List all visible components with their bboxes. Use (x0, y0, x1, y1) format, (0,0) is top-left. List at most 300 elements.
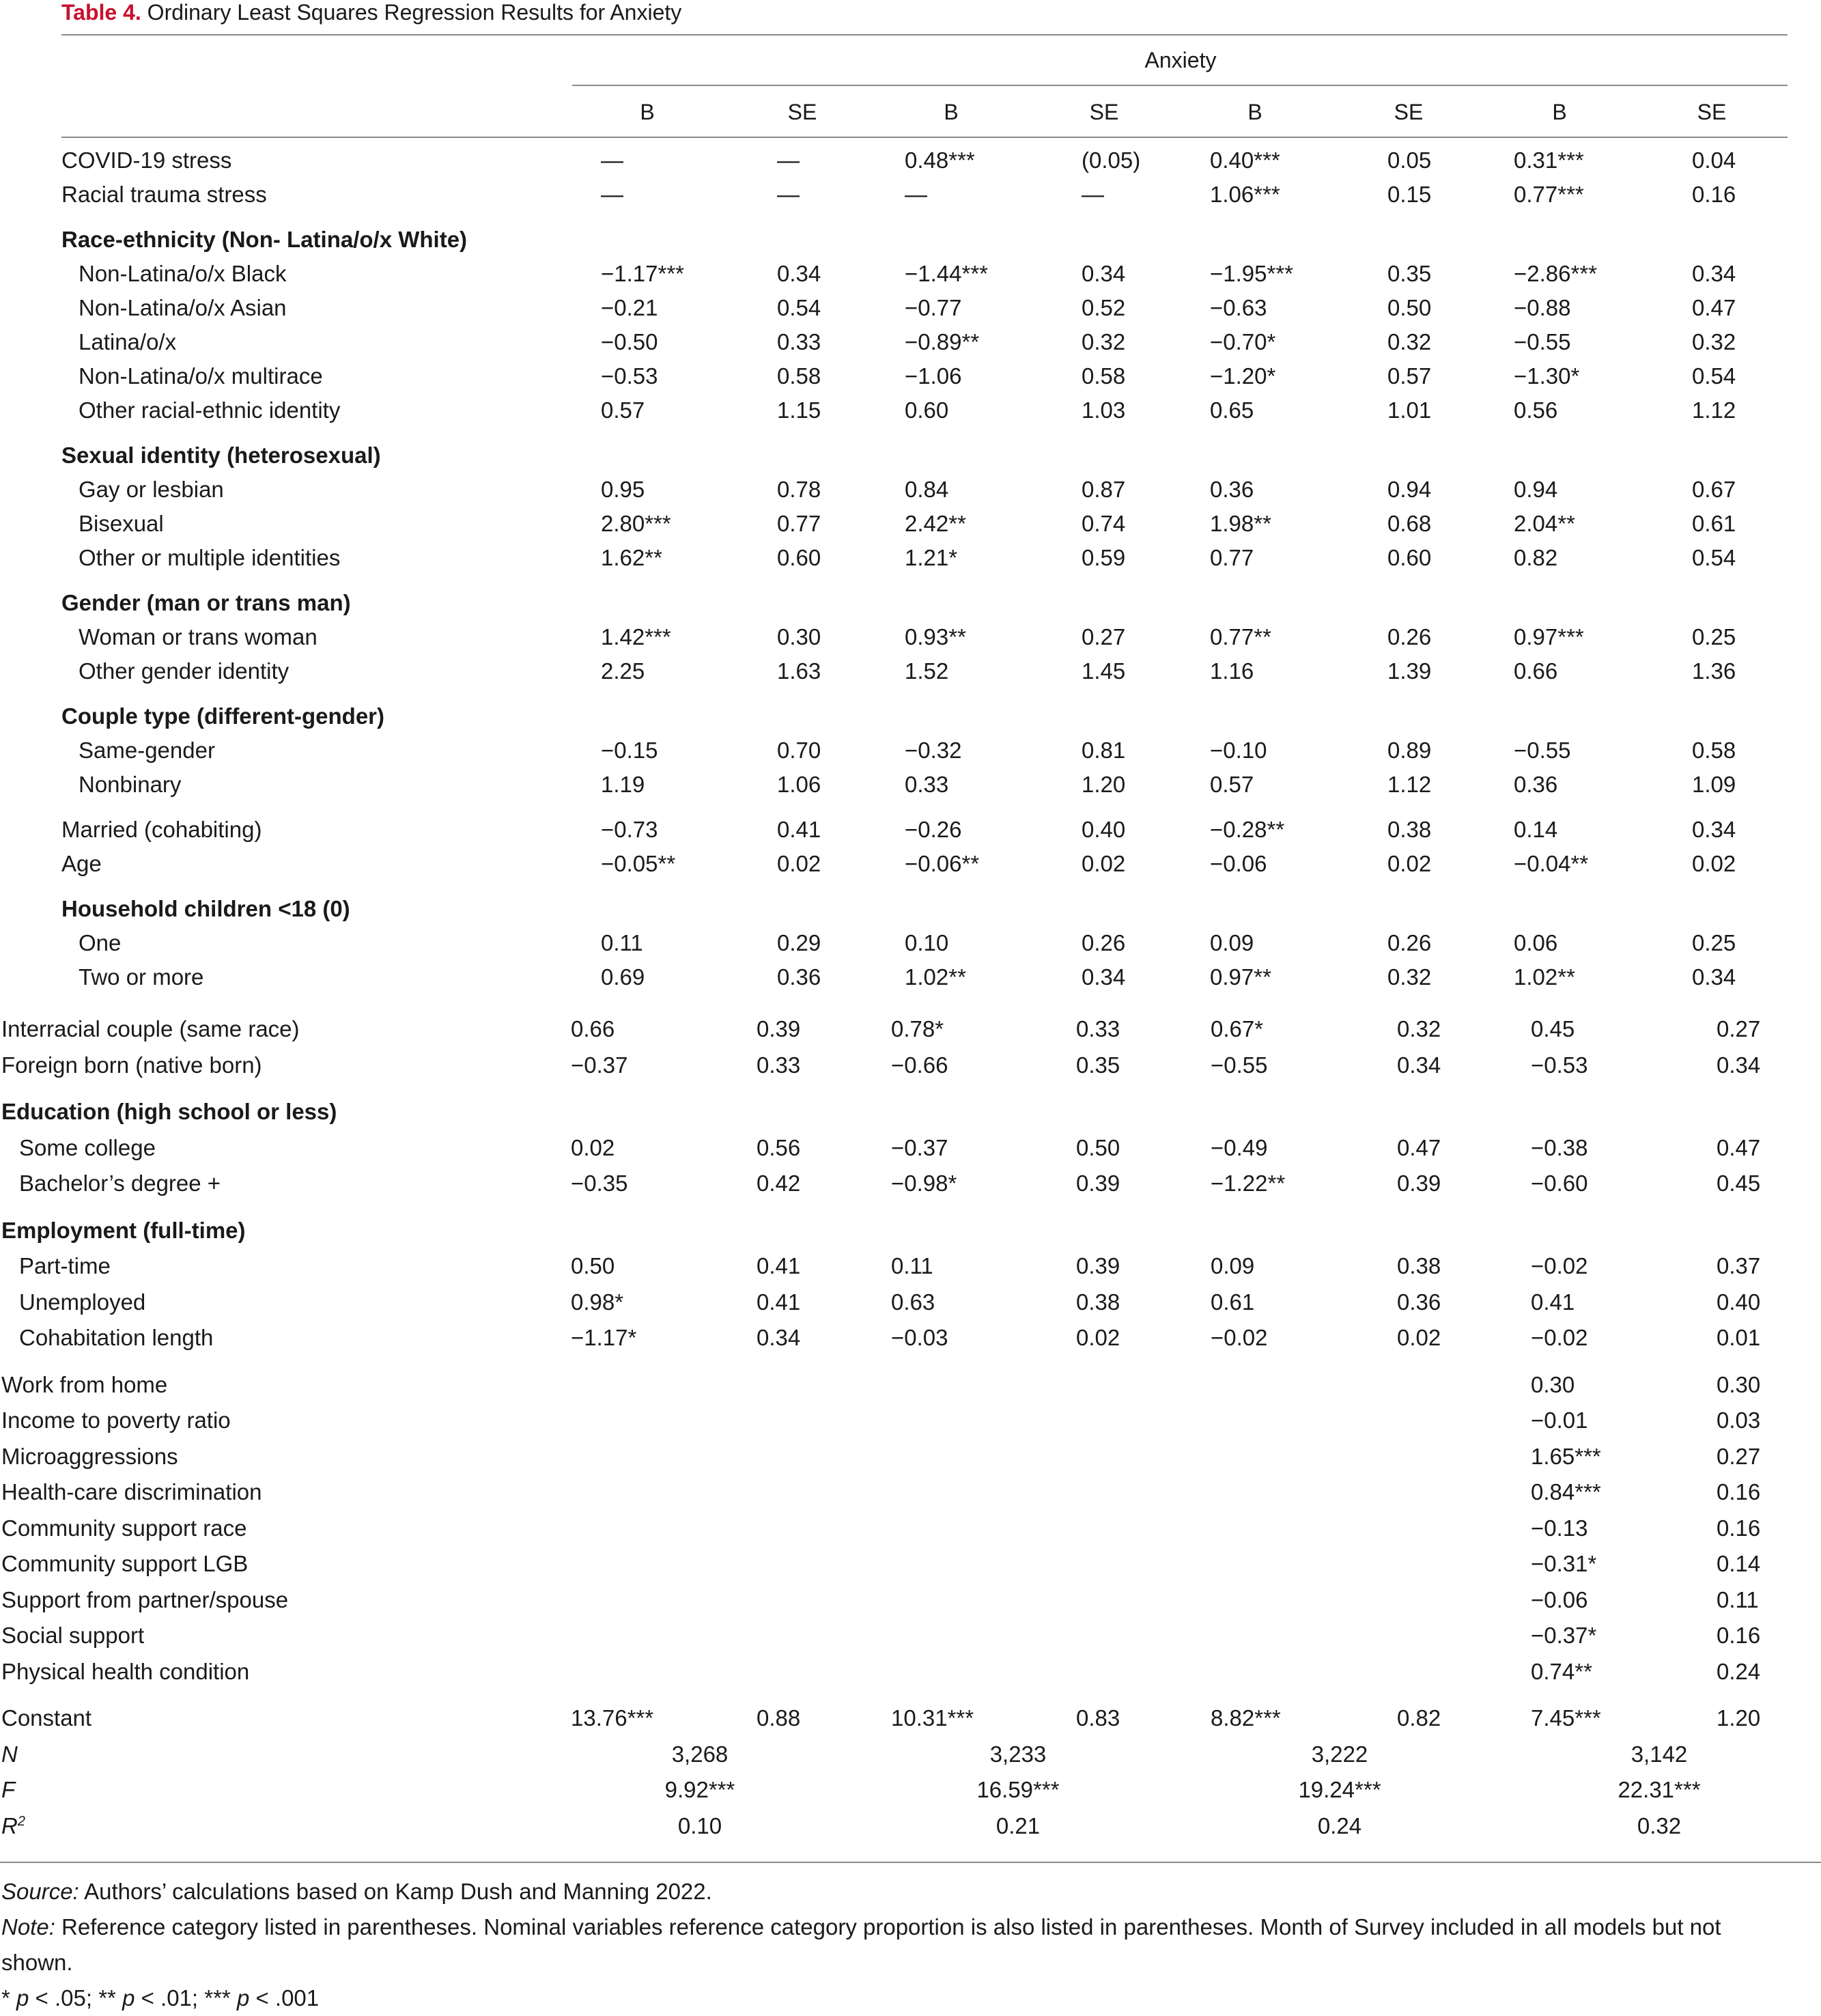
coef-cell: 0.36 (1210, 477, 1254, 502)
table-row (0, 545, 1821, 579)
table-row (0, 261, 1821, 295)
sig-part: p (16, 1985, 29, 2011)
table-row (0, 1515, 1821, 1550)
se-cell: 1.39 (1387, 658, 1432, 684)
coef-cell: 0.93** (905, 624, 966, 649)
se-cell: 0.32 (1082, 329, 1126, 354)
footnotes (1, 1874, 1797, 2016)
se-cell: 0.32 (1387, 329, 1432, 354)
significance-note (1, 1980, 1797, 2016)
se-cell: 0.34 (1717, 1052, 1761, 1078)
se-cell: 0.25 (1692, 930, 1736, 955)
coef-cell: 0.11 (601, 930, 643, 955)
coef-cell: 0.09 (1210, 930, 1254, 955)
table-row (0, 1016, 1821, 1050)
coef-cell: −1.17* (571, 1325, 637, 1350)
coef-cell: 2.25 (601, 658, 645, 684)
se-cell: 0.77 (777, 511, 821, 536)
se-cell: 0.52 (1082, 295, 1126, 320)
coef-cell: 0.06 (1514, 930, 1558, 955)
se-cell: 0.30 (777, 624, 821, 649)
se-cell: 0.39 (1076, 1171, 1120, 1196)
coef-cell: −0.01 (1531, 1408, 1588, 1433)
source-text: Authors’ calculations based on Kamp Dush and Manning 2022. (84, 1879, 712, 1904)
column-header: B (640, 100, 655, 124)
coef-cell: — (601, 148, 623, 173)
row-label: Other gender identity (79, 658, 290, 684)
table-row (0, 930, 1821, 964)
se-cell: 0.41 (757, 1289, 801, 1315)
table-caption (61, 0, 681, 25)
table-row (0, 1444, 1821, 1478)
note-label: Note: (1, 1914, 55, 1940)
group-heading: Gender (man or trans man) (61, 590, 351, 615)
top-rule (61, 34, 1788, 36)
coef-cell: 0.84 (905, 477, 949, 502)
coef-cell: 0.66 (571, 1016, 615, 1041)
table-row (0, 1623, 1821, 1657)
table-row (0, 1705, 1821, 1739)
se-cell: 0.32 (1692, 329, 1736, 354)
row-label: Cohabitation length (19, 1325, 214, 1350)
se-cell: 0.37 (1717, 1253, 1761, 1278)
row-label: Microaggressions (1, 1443, 178, 1469)
se-cell: 0.82 (1397, 1705, 1441, 1731)
coef-cell: 0.11 (891, 1253, 933, 1278)
row-label: Racial trauma stress (61, 182, 267, 207)
se-cell: 0.35 (1387, 261, 1432, 286)
table-row (0, 182, 1821, 216)
coef-cell: −0.73 (601, 817, 658, 842)
se-cell: 0.27 (1717, 1443, 1761, 1469)
coef-cell: −1.17*** (601, 261, 685, 286)
se-cell: 0.58 (1082, 363, 1126, 389)
coef-cell: −0.13 (1531, 1515, 1588, 1541)
row-label: Community support LGB (1, 1551, 249, 1576)
stat-label (1, 1777, 15, 1803)
coef-cell: 0.78* (891, 1016, 944, 1041)
coef-cell: −0.88 (1514, 295, 1571, 320)
table-row (0, 443, 1821, 477)
se-cell: 0.27 (1082, 624, 1126, 649)
se-cell: 0.16 (1717, 1479, 1761, 1504)
se-cell: 0.04 (1692, 148, 1736, 173)
se-cell: 0.32 (1387, 964, 1432, 990)
coef-cell: −0.37 (571, 1052, 628, 1078)
se-cell: 0.41 (777, 817, 821, 842)
table-row (0, 1099, 1821, 1133)
coef-cell: 1.21* (905, 545, 958, 570)
row-label: Two or more (79, 964, 204, 990)
coef-cell: −0.98* (891, 1171, 957, 1196)
se-cell: 0.47 (1397, 1134, 1441, 1160)
table-row (0, 1408, 1821, 1442)
se-cell: 0.50 (1076, 1134, 1120, 1160)
row-label: Work from home (1, 1371, 168, 1397)
coef-cell: 0.95 (601, 477, 645, 502)
row-label: Nonbinary (79, 772, 182, 797)
se-cell: 0.42 (757, 1171, 801, 1196)
coef-cell: 1.02** (905, 964, 966, 990)
row-label: Foreign born (native born) (1, 1052, 262, 1078)
stat-label (1, 1741, 18, 1767)
column-header: B (1247, 100, 1262, 124)
coef-cell: −0.02 (1531, 1325, 1588, 1350)
coef-cell: −0.37 (891, 1134, 948, 1160)
se-cell: 0.16 (1717, 1515, 1761, 1541)
table-row (0, 964, 1821, 998)
coef-cell: −0.06 (1531, 1586, 1588, 1612)
se-cell: 0.03 (1717, 1408, 1761, 1433)
se-cell: 0.88 (757, 1705, 801, 1731)
stat-row (0, 1813, 1821, 1847)
group-heading: Couple type (different-gender) (61, 703, 385, 729)
stat-label-text: N (1, 1741, 18, 1767)
row-label: Community support race (1, 1515, 247, 1541)
coef-cell: −0.49 (1211, 1134, 1268, 1160)
coef-cell: 2.42** (905, 511, 966, 536)
coef-cell: 0.36 (1514, 772, 1558, 797)
coef-cell: 13.76*** (571, 1705, 654, 1731)
se-cell: 0.02 (1082, 851, 1126, 876)
se-cell: 0.05 (1387, 148, 1432, 173)
se-cell: 0.11 (1717, 1586, 1759, 1612)
coef-cell: −1.22** (1211, 1171, 1286, 1196)
se-cell: 1.06 (777, 772, 821, 797)
coef-cell: −0.15 (601, 738, 658, 763)
sig-part: < .001 (249, 1985, 320, 2011)
coef-cell: −0.31* (1531, 1551, 1597, 1576)
se-cell: 0.54 (777, 295, 821, 320)
se-cell: 0.02 (1692, 851, 1736, 876)
coef-cell: 0.31*** (1514, 148, 1584, 173)
coef-cell: −0.06** (905, 851, 980, 876)
table-row (0, 1325, 1821, 1359)
coef-cell: 1.06*** (1210, 182, 1280, 207)
coef-cell: 0.57 (1210, 772, 1254, 797)
coef-cell: 7.45*** (1531, 1705, 1601, 1731)
se-cell: 1.20 (1082, 772, 1126, 797)
row-label: Other racial-ethnic identity (79, 397, 341, 423)
table-row (0, 1135, 1821, 1169)
se-cell: 0.81 (1082, 738, 1126, 763)
se-cell: 0.54 (1692, 545, 1736, 570)
coef-cell: −0.89** (905, 329, 980, 354)
coef-cell: −0.21 (601, 295, 658, 320)
coef-cell: 0.77*** (1514, 182, 1584, 207)
column-header: SE (1089, 100, 1119, 124)
table-row (0, 1253, 1821, 1287)
stat-row (0, 1777, 1821, 1811)
coef-cell: −0.28** (1210, 817, 1285, 842)
se-cell: 0.60 (1387, 545, 1432, 570)
coef-cell: −0.06 (1210, 851, 1267, 876)
coef-cell: 2.80*** (601, 511, 671, 536)
table-row (0, 227, 1821, 261)
table-row (0, 363, 1821, 397)
coef-cell: −1.30* (1514, 363, 1580, 389)
se-cell: 0.36 (777, 964, 821, 990)
coef-cell: 0.97*** (1514, 624, 1584, 649)
coef-cell: 0.65 (1210, 397, 1254, 423)
row-label: Other or multiple identities (79, 545, 341, 570)
row-label: Bisexual (79, 511, 164, 536)
row-label: Unemployed (19, 1289, 146, 1315)
se-cell: 0.34 (1397, 1052, 1441, 1078)
coef-cell: −0.38 (1531, 1134, 1588, 1160)
column-header: SE (1697, 100, 1727, 124)
coef-cell: 0.98* (571, 1289, 624, 1315)
se-cell: 0.34 (1082, 261, 1126, 286)
se-cell: 0.26 (1082, 930, 1126, 955)
coef-cell: −0.66 (891, 1052, 948, 1078)
se-cell: 0.34 (1692, 817, 1736, 842)
stat-cell: 3,222 (1311, 1741, 1368, 1767)
row-label: Bachelor’s degree + (19, 1171, 221, 1196)
se-cell: 0.58 (1692, 738, 1736, 763)
coef-cell: −0.50 (601, 329, 658, 354)
se-cell: 0.32 (1397, 1016, 1441, 1041)
sig-part: p (236, 1985, 250, 2011)
table-number: Table 4. (61, 0, 141, 25)
coef-cell: 0.84*** (1531, 1479, 1601, 1504)
coef-cell: 1.42*** (601, 624, 671, 649)
se-cell: 0.24 (1717, 1658, 1761, 1684)
se-cell: 0.57 (1387, 363, 1432, 389)
se-cell: 0.45 (1717, 1171, 1761, 1196)
table-row (0, 329, 1821, 363)
table-row (0, 1551, 1821, 1585)
coef-cell: −0.05** (601, 851, 676, 876)
row-label: Physical health condition (1, 1658, 250, 1684)
coef-cell: 8.82*** (1211, 1705, 1281, 1731)
table-row (0, 1659, 1821, 1693)
table-row (0, 851, 1821, 885)
se-cell: 0.26 (1387, 930, 1432, 955)
se-cell: 0.59 (1082, 545, 1126, 570)
se-cell: 1.12 (1692, 397, 1736, 423)
se-cell: 0.56 (757, 1134, 801, 1160)
source-label: Source: (1, 1879, 79, 1904)
se-cell: 0.68 (1387, 511, 1432, 536)
se-cell: 0.36 (1397, 1289, 1441, 1315)
coef-cell: −2.86*** (1514, 261, 1598, 286)
se-cell: 0.15 (1387, 182, 1432, 207)
coef-cell: — (601, 182, 623, 207)
coef-cell: −0.53 (601, 363, 658, 389)
se-cell: 0.78 (777, 477, 821, 502)
se-cell: 0.61 (1692, 511, 1736, 536)
row-label: Age (61, 851, 102, 876)
coef-cell: 2.04** (1514, 511, 1575, 536)
table-row (0, 772, 1821, 806)
se-cell: 0.38 (1397, 1253, 1441, 1278)
se-cell: 0.94 (1387, 477, 1432, 502)
se-cell: 1.63 (777, 658, 821, 684)
stat-label (1, 1813, 25, 1839)
table-row (0, 896, 1821, 930)
sig-part: p (122, 1985, 135, 2011)
coef-cell: −0.02 (1211, 1325, 1268, 1350)
row-label: Interracial couple (same race) (1, 1016, 300, 1041)
coef-cell: — (905, 182, 927, 207)
coef-cell: −0.55 (1514, 738, 1571, 763)
se-cell: — (1082, 182, 1104, 207)
table-row (0, 658, 1821, 692)
coef-cell: 0.94 (1514, 477, 1558, 502)
coef-cell: 0.97** (1210, 964, 1271, 990)
coef-cell: 0.82 (1514, 545, 1558, 570)
se-cell: 0.39 (1076, 1253, 1120, 1278)
se-cell: 0.01 (1717, 1325, 1761, 1350)
se-cell: 0.39 (757, 1016, 801, 1041)
coef-cell: −0.53 (1531, 1052, 1588, 1078)
sig-part: < .05; ** (29, 1985, 123, 2011)
se-cell: 1.03 (1082, 397, 1126, 423)
table-row (0, 1587, 1821, 1621)
se-cell: 0.34 (1692, 964, 1736, 990)
se-cell: 0.02 (1387, 851, 1432, 876)
row-label: Social support (1, 1623, 145, 1648)
se-cell: 0.35 (1076, 1052, 1120, 1078)
se-cell: 0.34 (1082, 964, 1126, 990)
coef-cell: 0.69 (601, 964, 645, 990)
group-heading: Employment (full-time) (1, 1217, 246, 1243)
coef-cell: 0.50 (571, 1253, 615, 1278)
se-cell: 0.54 (1692, 363, 1736, 389)
coef-cell: 0.56 (1514, 397, 1558, 423)
row-label: Some college (19, 1134, 156, 1160)
coef-cell: −0.37* (1531, 1623, 1597, 1648)
column-group-header: Anxiety (1144, 48, 1217, 72)
se-cell: 0.87 (1082, 477, 1126, 502)
se-cell: 0.83 (1076, 1705, 1120, 1731)
table-row (0, 1171, 1821, 1205)
coef-cell: −1.20* (1210, 363, 1276, 389)
coef-cell: −0.10 (1210, 738, 1267, 763)
stat-cell: 3,233 (989, 1741, 1047, 1767)
coef-cell: 0.67* (1211, 1016, 1264, 1041)
stat-cell: 16.59*** (976, 1777, 1060, 1802)
stat-label-text: F (1, 1777, 16, 1802)
row-label: Gay or lesbian (79, 477, 224, 502)
row-label: Non-Latina/o/x Black (79, 261, 287, 286)
coef-cell: 0.74** (1531, 1658, 1592, 1684)
coef-cell: 1.62** (601, 545, 662, 570)
coef-cell: −1.44*** (905, 261, 989, 286)
group-rule (572, 85, 1788, 86)
coef-cell: 1.02** (1514, 964, 1575, 990)
se-cell: 0.50 (1387, 295, 1432, 320)
sig-part: < .01; *** (135, 1985, 237, 2011)
se-cell: 0.34 (757, 1325, 801, 1350)
coef-cell: −1.06 (905, 363, 962, 389)
stat-label-text: R (1, 1812, 18, 1838)
se-cell: 0.74 (1082, 511, 1126, 536)
row-label: Non-Latina/o/x multirace (79, 363, 323, 389)
se-cell: 0.16 (1717, 1623, 1761, 1648)
coef-cell: 0.63 (891, 1289, 935, 1315)
group-heading: Race-ethnicity (Non- Latina/o/x White) (61, 227, 468, 252)
se-cell: 0.29 (777, 930, 821, 955)
se-cell: 0.47 (1717, 1134, 1761, 1160)
column-header: SE (1394, 100, 1424, 124)
coef-cell: 0.66 (1514, 658, 1558, 684)
se-cell: 0.33 (777, 329, 821, 354)
stat-cell: 3,268 (671, 1741, 729, 1767)
coef-cell: −0.35 (571, 1171, 628, 1196)
coef-cell: 10.31*** (891, 1705, 974, 1731)
se-cell: 0.58 (777, 363, 821, 389)
coef-cell: 0.09 (1211, 1253, 1255, 1278)
se-cell: 0.02 (777, 851, 821, 876)
coef-cell: 0.30 (1531, 1371, 1575, 1397)
coef-cell: −0.55 (1211, 1052, 1268, 1078)
se-cell: 0.40 (1717, 1289, 1761, 1315)
se-cell: 0.26 (1387, 624, 1432, 649)
group-heading: Sexual identity (heterosexual) (61, 443, 381, 468)
table-row (0, 1372, 1821, 1406)
table-row (0, 624, 1821, 658)
row-label: Health-care discrimination (1, 1479, 262, 1504)
se-cell: 0.39 (1397, 1171, 1441, 1196)
row-label: Non-Latina/o/x Asian (79, 295, 287, 320)
group-heading: Education (high school or less) (1, 1099, 337, 1124)
row-label: Married (cohabiting) (61, 817, 262, 842)
column-header: B (944, 100, 959, 124)
coef-cell: 0.02 (571, 1134, 615, 1160)
stat-cell: 0.10 (677, 1812, 722, 1838)
row-label: Woman or trans woman (79, 624, 317, 649)
se-cell: — (777, 182, 800, 207)
table-row (0, 1289, 1821, 1324)
se-cell: 1.15 (777, 397, 821, 423)
row-label: COVID-19 stress (61, 148, 232, 173)
general-note (1, 1909, 1797, 1980)
se-cell: 0.34 (1692, 261, 1736, 286)
stat-cell: 22.31*** (1618, 1777, 1701, 1802)
table-row (0, 1479, 1821, 1513)
se-cell: 0.38 (1076, 1289, 1120, 1315)
column-header: SE (787, 100, 817, 124)
row-label: Support from partner/spouse (1, 1586, 289, 1612)
coef-cell: −0.77 (905, 295, 962, 320)
table-row (0, 1218, 1821, 1252)
coef-cell: 0.14 (1514, 817, 1558, 842)
se-cell: 0.27 (1717, 1016, 1761, 1041)
row-label: Same-gender (79, 738, 215, 763)
coef-cell: −1.95*** (1210, 261, 1294, 286)
coef-cell: 1.98** (1210, 511, 1271, 536)
coef-cell: 1.19 (601, 772, 645, 797)
stat-row (0, 1741, 1821, 1776)
coef-cell: 1.16 (1210, 658, 1254, 684)
coef-cell: 1.65*** (1531, 1443, 1601, 1469)
se-cell: 0.67 (1692, 477, 1736, 502)
stat-cell: 0.32 (1637, 1812, 1682, 1838)
row-label: Income to poverty ratio (1, 1408, 231, 1433)
stat-cell: 19.24*** (1298, 1777, 1381, 1802)
stat-cell: 0.21 (996, 1812, 1041, 1838)
se-cell: 0.14 (1717, 1551, 1761, 1576)
coef-cell: −0.32 (905, 738, 962, 763)
se-cell: 0.02 (1076, 1325, 1120, 1350)
stat-cell: 9.92*** (664, 1777, 735, 1802)
table-title: Ordinary Least Squares Regression Results for Anxiety (147, 0, 682, 25)
se-cell: 0.40 (1082, 817, 1126, 842)
se-cell: 1.45 (1082, 658, 1126, 684)
group-heading: Household children <18 (0) (61, 896, 350, 921)
